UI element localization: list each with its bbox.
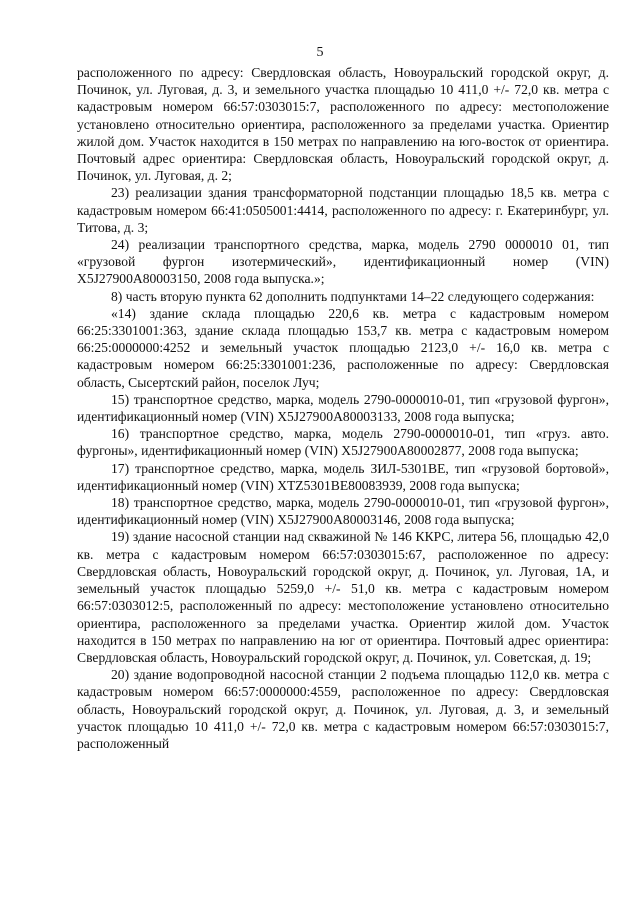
paragraph-item-24: 24) реализации транспортного средства, марка, модель 2790 0000010 01, тип «грузовой фургон изотермический», идентификационный номер (VIN) X5J27900A80003150, 2008 года выпуска.»; <box>77 237 609 287</box>
paragraph-amendment-8: 8) часть вторую пункта 62 дополнить подпунктами 14–22 следующего содержания: <box>111 288 595 304</box>
paragraph-item-16: 16) транспортное средство, марка, модель 2790-0000010-01, тип «груз. авто. фургоны», идентификационный номер (VIN) X5J27900A80002877, 2008 года выпуска; <box>77 426 609 459</box>
paragraph-item-15: 15) транспортное средство, марка, модель 2790-0000010-01, тип «грузовой фургон», идентификационный номер (VIN) X5J27900A80003133, 2008 года выпуска; <box>77 391 609 425</box>
paragraph-item-20: 20) здание водопроводной насосной станции 2 подъема площадью 112,0 кв. метра с кадастровым номером 66:57:0000000:4559, расположенное по адресу: Свердловская область, Новоуральский городской округ, д. Починок, ул. Луговая, д. 3, и земельный участок площадью 10 411,0 +/- 72,0 кв. метра с кадастровым номером 66:57:0303015:7, расположенный <box>77 667 609 751</box>
paragraph-continuation: расположенного по адресу: Свердловская область, Новоуральский городской округ, д. Починок, ул. Луговая, д. 3, и земельного участка площадью 10 411,0 +/- 72,0 кв. метра с кадастровым номером 66:57:0303015:7, расположенного по адресу: местоположение установлено относительно ориентира, расположенного за пределами участка. Ориентир жилой дом. Участок находится в 150 метрах по направлению на юго-восток от ориентира. Почтовый адрес ориентира: Свердловская область, Новоуральский городской округ, д. Починок, ул. Луговая, д. 2; <box>77 65 609 184</box>
paragraph-item-19: 19) здание насосной станции над скважиной № 146 ККРС, литера 56, площадью 42,0 кв. метра с кадастровым номером 66:57:0303015:67, расположенное по адресу: Свердловская область, Новоуральский городской округ, д. Починок, ул. Луговая, 1А, и земельный участок площадью 5259,0 +/- 51,0 кв. метра с кадастровым номером 66:57:0303012:5, расположенный по адресу: местоположение установлено относительно ориентира, расположенного за пределами участка. Ориентир жилой дом. Участок находится в 150 метрах по направлению на юг от ориентира. Почтовый адрес ориентира: Свердловская область, Новоуральский городской округ, д. Починок, ул. Советская, д. 19; <box>77 529 609 665</box>
paragraph-item-23: 23) реализации здания трансформаторной подстанции площадью 18,5 кв. метра с кадастровым номером 66:41:0505001:4414, расположенного по адресу: г. Екатеринбург, ул. Титова, д. 3; <box>77 185 609 235</box>
page-number: 5 <box>316 45 324 60</box>
paragraph-item-18: 18) транспортное средство, марка, модель 2790-0000010-01, тип «грузовой фургон», идентификационный номер (VIN) X5J27900A80003146, 2008 года выпуска; <box>77 495 609 528</box>
document-body <box>77 64 609 752</box>
paragraph-item-14: «14) здание склада площадью 220,6 кв. метра с кадастровым номером 66:25:3301001:363, здание склада площадью 153,7 кв. метра с кадастровым номером 66:25:0000000:4252 и земельный участок площадью 2123,0 +/- 16,0 кв. метра с кадастровым номером 66:25:3301001:236, расположенные по адресу: Свердловская область, Сысертский район, поселок Луч; <box>77 305 609 390</box>
paragraph-item-17: 17) транспортное средство, марка, модель ЗИЛ-5301ВЕ, тип «грузовой бортовой», идентификационный номер (VIN) XTZ5301BE80083939, 2008 года выпуска; <box>77 460 609 493</box>
